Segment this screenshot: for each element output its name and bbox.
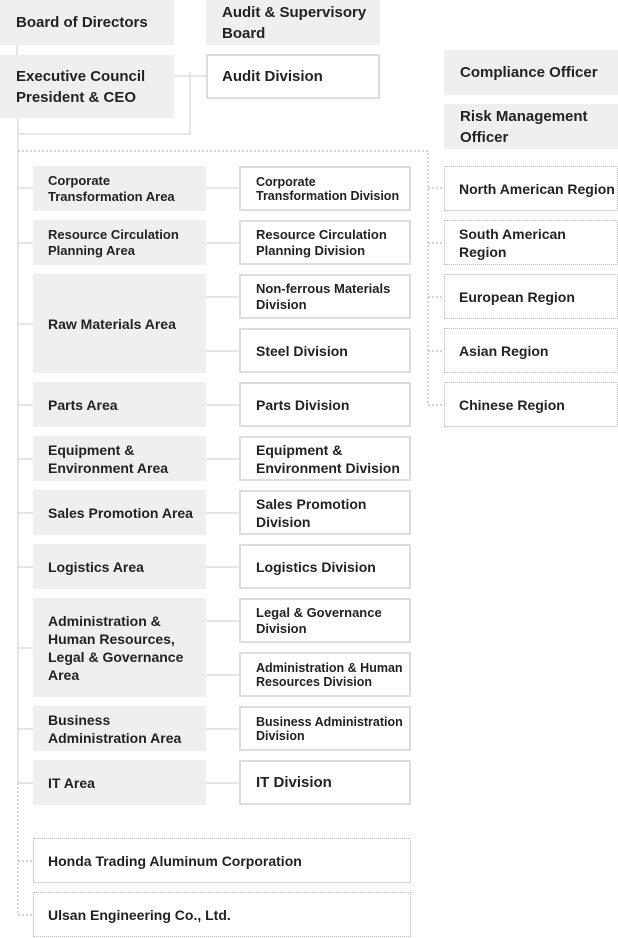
region-label: Chinese Region xyxy=(459,396,565,413)
division-label: Resource Circulation Planning Division xyxy=(256,226,387,258)
area-box xyxy=(33,166,206,211)
audit-division-label: Audit Division xyxy=(222,68,323,85)
division-box xyxy=(239,706,411,751)
division-box xyxy=(239,490,411,535)
area-label: Equipment & Environment Area xyxy=(48,441,169,476)
division-label: Non-ferrous Materials Division xyxy=(256,280,391,312)
area-label: Corporate Transformation Area xyxy=(48,172,175,204)
division-label: Corporate Transformation Division xyxy=(256,174,400,203)
division-box xyxy=(239,220,411,265)
division-label: Steel Division xyxy=(256,342,348,359)
region-box xyxy=(444,274,618,319)
area-box xyxy=(33,706,206,751)
area-box xyxy=(33,436,206,481)
affiliate-label: Honda Trading Aluminum Corporation xyxy=(48,852,302,869)
division-box xyxy=(239,544,411,589)
region-box xyxy=(444,328,618,373)
board-of-directors-box xyxy=(0,0,174,45)
region-box xyxy=(444,220,618,265)
region-box xyxy=(444,166,618,211)
president-ceo-label: President & CEO xyxy=(16,88,137,106)
audit-supervisory-board-box xyxy=(206,0,380,45)
division-box xyxy=(239,328,411,373)
area-box xyxy=(33,220,206,265)
division-box xyxy=(239,760,411,805)
region-label: North American Region xyxy=(459,180,615,197)
division-label: Parts Division xyxy=(256,396,350,413)
division-label: Logistics Division xyxy=(256,558,376,575)
region-label: Asian Region xyxy=(459,342,549,359)
region-box xyxy=(444,382,618,427)
region-label: South American Region xyxy=(459,225,566,260)
division-box xyxy=(239,436,411,481)
area-label: IT Area xyxy=(48,774,95,791)
area-label: Raw Materials Area xyxy=(48,315,176,332)
area-box xyxy=(33,490,206,535)
division-box xyxy=(239,274,411,319)
audit-division-box xyxy=(206,54,380,99)
affiliate-label: Ulsan Engineering Co., Ltd. xyxy=(48,906,231,923)
area-label: Resource Circulation Planning Area xyxy=(48,226,179,258)
dotted-spine-line xyxy=(18,783,33,915)
affiliate-box xyxy=(33,838,411,883)
area-label: Business Administration Area xyxy=(48,711,182,746)
executive-council-box xyxy=(0,55,174,118)
division-label: Administration & Human Resources Division xyxy=(256,660,403,689)
area-box xyxy=(33,544,206,589)
area-label: Parts Area xyxy=(48,396,118,413)
division-label: Sales Promotion Division xyxy=(256,495,367,530)
division-box xyxy=(239,598,411,643)
compliance-officer-label: Compliance Officer xyxy=(460,64,598,81)
area-box xyxy=(33,760,206,805)
division-box xyxy=(239,652,411,697)
division-label: Legal & Governance Division xyxy=(256,604,382,636)
executive-council-label: Executive Council xyxy=(16,67,146,85)
risk-management-officer-box xyxy=(444,104,618,149)
region-label: European Region xyxy=(459,288,575,305)
compliance-officer-box xyxy=(444,50,618,95)
area-label: Logistics Area xyxy=(48,558,144,575)
affiliate-box xyxy=(33,892,411,937)
division-label: IT Division xyxy=(256,774,332,791)
division-box xyxy=(239,382,411,427)
area-box xyxy=(33,598,206,697)
risk-management-officer-label: Risk Management Officer xyxy=(460,107,588,146)
division-label: Business Administration Division xyxy=(256,714,403,743)
audit-supervisory-board-label: Audit & Supervisory Board xyxy=(222,3,367,42)
area-box xyxy=(33,274,206,373)
area-box xyxy=(33,382,206,427)
board-of-directors-label: Board of Directors xyxy=(16,14,148,31)
area-label: Sales Promotion Area xyxy=(48,504,193,521)
area-label: Administration & Human Resources, Legal & Governance Area xyxy=(48,612,184,683)
division-label: Equipment & Environment Division xyxy=(256,441,400,476)
division-box xyxy=(239,166,411,211)
